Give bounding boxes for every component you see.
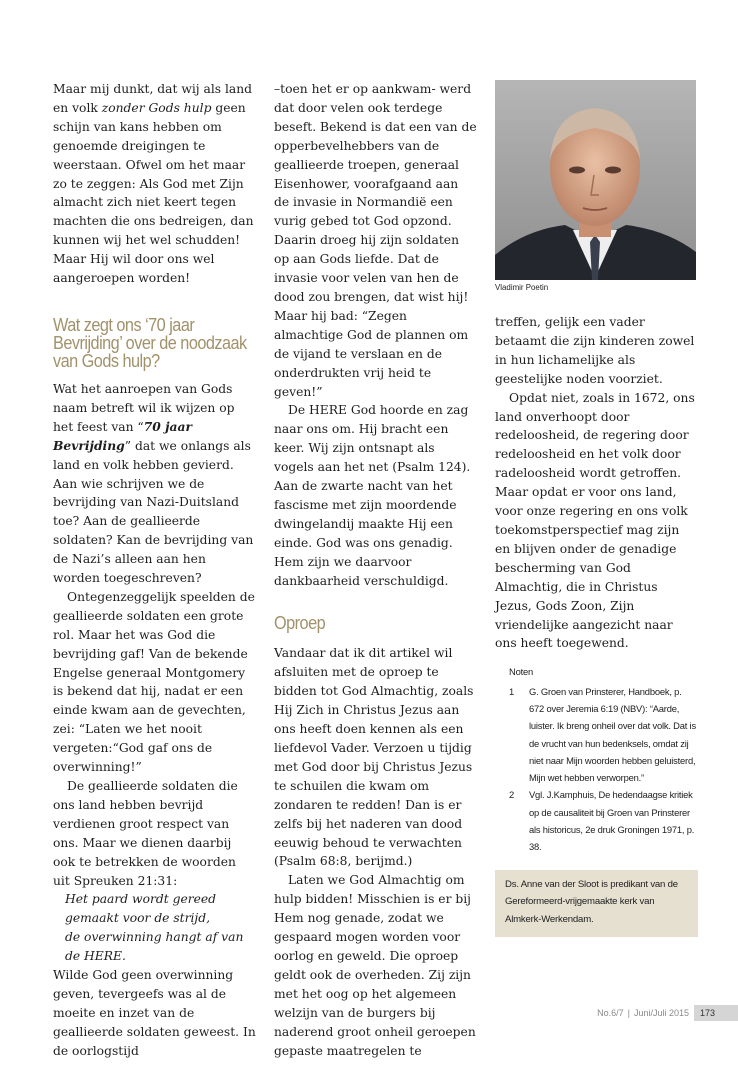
text: Maar mij dunkt, dat wij als land en volk xyxy=(53,82,253,115)
paragraph: –toen het er op aankwam- werd dat door velen ook terdege beseft. Bekend is dat een van de opperbevelhebbers van de geallieerde troepen, generaal Eisenhower, voorafgaand aan de invasie in Normandië een vurig gebed tot God opzond. Daarin droeg hij zijn soldaten op aan Gods liefde. Dat de invasie voor velen van hen de dood zou brengen, dat wist hij! Maar hij bad: “Zegen almachtige God de plannen om de vijand te verslaan en de onderdrukten vrij heid te geven!” xyxy=(274,82,477,399)
issue-number: No.6/7 xyxy=(597,1008,624,1018)
emphasis: 70 jaar Bevrijding xyxy=(53,418,192,453)
paragraph xyxy=(53,380,256,588)
section-heading: Oproep xyxy=(274,612,326,634)
paragraph xyxy=(53,80,256,288)
paragraph: Vandaar dat ik dit artikel wil afsluiten met de oproep te bidden tot God Almachtig, zoals Hij Zich in Christus Jezus aan ons heeft doen kennen als een liefdevol Vader. Verzoen u tijdig met God door bij Christus Jezus te schuilen die kwam om zondaren te redden! Dan is er zelfs bij het naderen van dood eeuwig behoud te verwachten (Psalm 68:8, berijmd.) xyxy=(274,646,474,869)
paragraph: Wilde God geen overwinning geven, tevergeefs was al de moeite en inzet van de geallieerde soldaten geweest. In de oorlogstijd xyxy=(53,968,256,1058)
footnote xyxy=(495,683,698,787)
text: geen schijn van kans hebben om genoemde dreigingen te weerstaan. Ofwel om het maar zo te zeggen: Als God met Zijn almacht zich niet keert tegen machten die ons bedreigen, dan kunnen wij het wel schudden! Maar Hij wil door ons wel aangeroepen worden! xyxy=(53,100,254,286)
text: Wat het aanroepen van Gods naam betreft wil ik wijzen op het feest van “ xyxy=(53,381,235,434)
bible-quote-line: de overwinning hangt af van de HERE. xyxy=(65,930,244,964)
bible-quote-line: Het paard wordt gereed gemaakt voor de strijd, xyxy=(65,892,217,926)
section-heading: Wat zegt ons ‘70 jaar Bevrijding’ over de noodzaak van Gods hulp? xyxy=(53,313,247,371)
footnote-number: 2 xyxy=(509,789,515,801)
page-number: 173 xyxy=(694,1005,738,1021)
author-bio-box: Ds. Anne van der Sloot is predikant van de Gereformeerd-vrijgemaakte kerk van Almkerk-Werkendam. xyxy=(495,870,698,937)
footnote-text: Vgl. J.Kamphuis, De hedendaagse kritiek op de causaliteit bij Groen van Prinsterer als historicus, 2e druk Groningen 1971, p. 38. xyxy=(529,789,695,853)
column-1 xyxy=(53,80,256,1061)
separator: | xyxy=(627,1008,630,1018)
text: ” dat we onlangs als land en volk hebben gevierd. Aan wie schrijven we de bevrijding van Nazi-Duitsland toe? Aan de geallieerde soldaten? Kan de bevrijding van de Nazi’s alleen aan hen worden toegeschreven? xyxy=(53,438,254,586)
column-3 xyxy=(495,80,698,937)
paragraph: De geallieerde soldaten die ons land hebben bevrijd verdienen groot respect van ons. Maar we dienen daarbij ook te betrekken de woorden uit Spreuken 21:31: xyxy=(53,779,238,888)
paragraph: Laten we God Almachtig om hulp bidden! Misschien is er bij Hem nog genade, zodat we gespaard mogen worden voor oorlog en geweld. Die oproep geldt ook de overheden. Zij zijn met het oog op het algemeen welzijn van de burgers bij naderend groot onheil geroepen gepaste maatregelen te xyxy=(274,873,476,1058)
paragraph: treffen, gelijk een vader betaamt die zijn kinderen zowel in hun lichamelijke als geestelijke noden voorziet. xyxy=(495,315,695,386)
footnote-text: G. Groen van Prinsterer, Handboek, p. 672 over Jeremia 6:19 (NBV): “Aarde, luister. Ik breng onheil over dat volk. Dat is de vrucht van hun bedenksels, omdat zij niet naar Mijn woorden hebben geluisterd, Mijn wet hebben verworpen.” xyxy=(529,685,696,784)
portrait-photo xyxy=(495,80,696,280)
paragraph: Opdat niet, zoals in 1672, ons land onverhoopt door redeloosheid, de regering door redeloosheid en het volk door radeloosheid wordt getroffen. Maar opdat er voor ons land, voor onze regering en ons volk toekomstperspectief mag zijn en blijven onder de genadige bescherming van God Almachtig, die in Christus Jezus, Gods Zoon, Zijn vriendelijke aangezicht naar ons heeft toegewend. xyxy=(495,390,695,651)
footnotes-title: Noten xyxy=(509,666,534,678)
issue-date: Juni/Juli 2015 xyxy=(633,1008,689,1018)
photo-caption: Vladimir Poetin xyxy=(495,282,549,292)
emphasis: zonder Gods hulp xyxy=(101,100,212,115)
page-footer xyxy=(597,1005,738,1021)
column-2 xyxy=(274,80,477,1060)
footnote-number: 1 xyxy=(509,685,515,697)
footnotes xyxy=(495,663,698,855)
paragraph: De HERE God hoorde en zag naar ons om. Hij bracht een keer. Wij zijn ontsnapt als vogels aan het net (Psalm 124). Aan de zwarte nacht van het fascisme met zijn moordende dwingelandij maakte Hij een einde. God was ons genadig. Hem zijn we daarvoor dankbaarheid verschuldigd. xyxy=(274,403,471,588)
footnote xyxy=(495,786,698,855)
paragraph: Ontegenzeggelijk speelden de geallieerde soldaten een grote rol. Maar het was God die bevrijding gaf! Van de bekende Engelse generaal Montgomery is bekend dat hij, nadat er een einde kwam aan de gevechten, zei: “Laten we het nooit vergeten:“God gaf ons de overwinning!” xyxy=(53,589,255,775)
